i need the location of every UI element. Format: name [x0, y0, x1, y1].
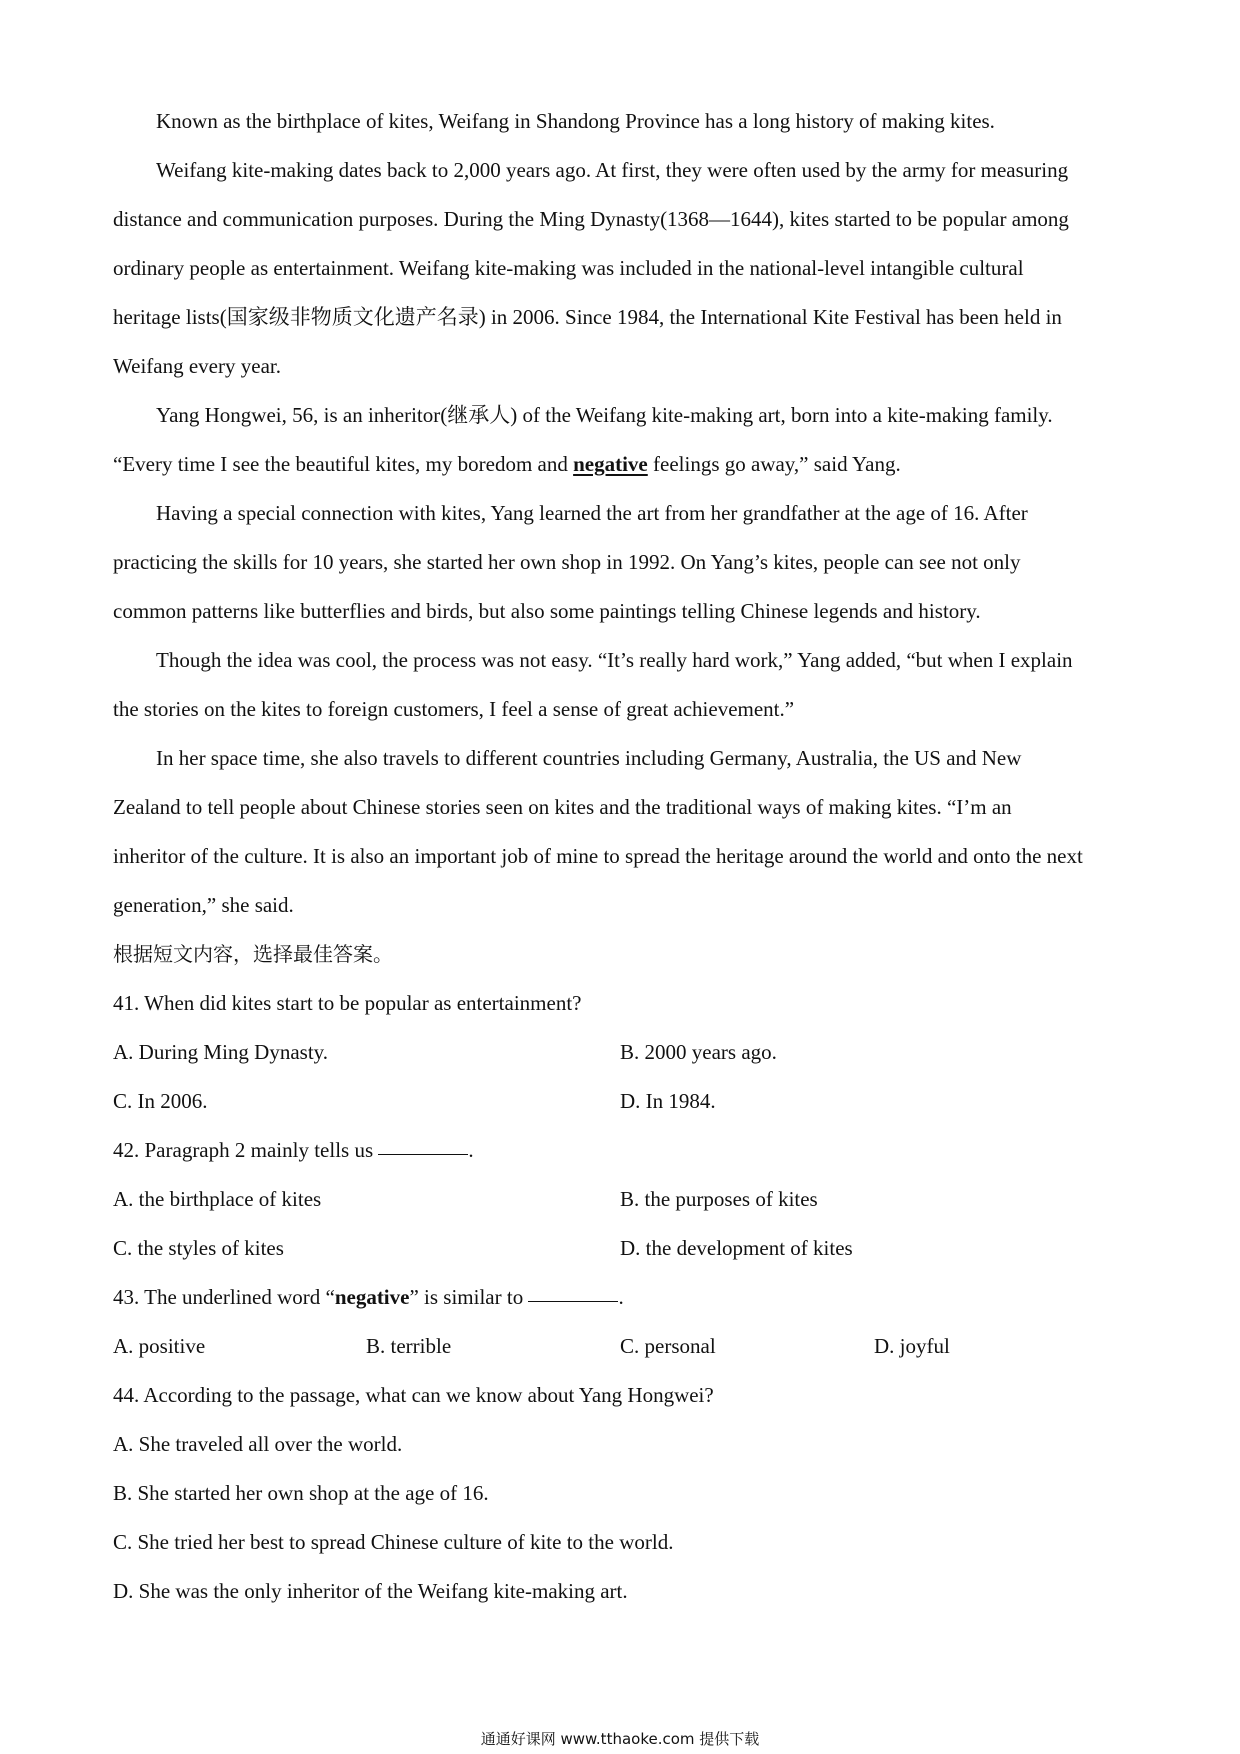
- q41-option-b: B. 2000 years ago.: [620, 1040, 777, 1064]
- paragraph-2-line-3: ordinary people as entertainment. Weifang kite-making was included in the national-level intangible cultural: [113, 256, 1024, 280]
- paragraph-3-line-1: Yang Hongwei, 56, is an inheritor(继承人) of the Weifang kite-making art, born into a kite-making family.: [156, 403, 1053, 427]
- paragraph-6-line-2: Zealand to tell people about Chinese stories seen on kites and the traditional ways of making kites. “I’m an: [113, 795, 1012, 819]
- page-footer: 通通好课网 www.tthaoke.com 提供下载: [480, 1730, 760, 1748]
- question-42: [113, 1140, 474, 1161]
- paragraph-2-line-5: Weifang every year.: [113, 354, 281, 378]
- q43-option-b: B. terrible: [366, 1334, 452, 1358]
- paragraph-4-line-2: practicing the skills for 10 years, she started her own shop in 1992. On Yang’s kites, people can see not only: [113, 550, 1021, 574]
- q42-option-c: C. the styles of kites: [113, 1236, 284, 1260]
- q42-option-b: B. the purposes of kites: [620, 1187, 818, 1211]
- q43-option-d: D. joyful: [874, 1334, 950, 1358]
- paragraph-2-line-1: Weifang kite-making dates back to 2,000 years ago. At first, they were often used by the army for measuring: [156, 158, 1069, 182]
- question-41: 41. When did kites start to be popular as entertainment?: [113, 991, 582, 1015]
- q42-option-d: D. the development of kites: [620, 1236, 853, 1260]
- q43-stem-b: ” is similar to: [409, 1285, 529, 1309]
- paragraph-5-line-1: Though the idea was cool, the process was not easy. “It’s really hard work,” Yang added, “but when I explain: [156, 648, 1073, 672]
- paragraph-6-line-3: inheritor of the culture. It is also an important job of mine to spread the heritage around the world and onto the next: [113, 844, 1083, 868]
- question-43: [113, 1287, 624, 1308]
- q44-option-b: B. She started her own shop at the age of 16.: [113, 1481, 489, 1505]
- q44-option-c: C. She tried her best to spread Chinese culture of kite to the world.: [113, 1530, 674, 1554]
- instruction: 根据短文内容，选择最佳答案。: [113, 942, 393, 966]
- paragraph-3-line-2: [113, 454, 901, 475]
- q41-option-c: C. In 2006.: [113, 1089, 208, 1113]
- paragraph-5-line-2: the stories on the kites to foreign customers, I feel a sense of great achievement.”: [113, 697, 795, 721]
- q42-option-a: A. the birthplace of kites: [113, 1187, 322, 1211]
- paragraph-6-line-1: In her space time, she also travels to different countries including Germany, Australia, the US and New: [156, 746, 1022, 770]
- q43-option-c: C. personal: [620, 1334, 716, 1358]
- paragraph-6-line-4: generation,” she said.: [113, 893, 294, 917]
- q41-option-a: A. During Ming Dynasty.: [113, 1040, 329, 1064]
- q41-option-d: D. In 1984.: [620, 1089, 716, 1113]
- q43-stem-c: .: [618, 1285, 624, 1309]
- q42-stem-b: .: [468, 1138, 474, 1162]
- question-44: 44. According to the passage, what can we know about Yang Hongwei?: [113, 1383, 714, 1407]
- paragraph-2-line-2: distance and communication purposes. During the Ming Dynasty(1368—1644), kites started to be popular among: [113, 207, 1069, 231]
- paragraph-3-text-a: “Every time I see the beautiful kites, my boredom and: [113, 452, 574, 476]
- paragraph-3-text-b: feelings go away,” said Yang.: [647, 452, 901, 476]
- answer-blank: [528, 1300, 618, 1302]
- q42-stem-a: 42. Paragraph 2 mainly tells us: [113, 1138, 379, 1162]
- q44-option-a: A. She traveled all over the world.: [113, 1432, 403, 1456]
- answer-blank: [378, 1153, 468, 1155]
- underlined-keyword: negative: [573, 452, 648, 476]
- q43-keyword: negative: [334, 1285, 410, 1309]
- paragraph-4-line-3: common patterns like butterflies and birds, but also some paintings telling Chinese legends and history.: [113, 599, 981, 623]
- paragraph-1-line-1: Known as the birthplace of kites, Weifang in Shandong Province has a long history of making kites.: [156, 109, 995, 133]
- q43-option-a: A. positive: [113, 1334, 206, 1358]
- paragraph-2-line-4: heritage lists(国家级非物质文化遗产名录) in 2006. Since 1984, the International Kite Festival has been held in: [113, 305, 1062, 329]
- q43-stem-a: 43. The underlined word “: [113, 1285, 335, 1309]
- paragraph-4-line-1: Having a special connection with kites, Yang learned the art from her grandfather at the age of 16. After: [156, 501, 1028, 525]
- q44-option-d: D. She was the only inheritor of the Weifang kite-making art.: [113, 1579, 628, 1603]
